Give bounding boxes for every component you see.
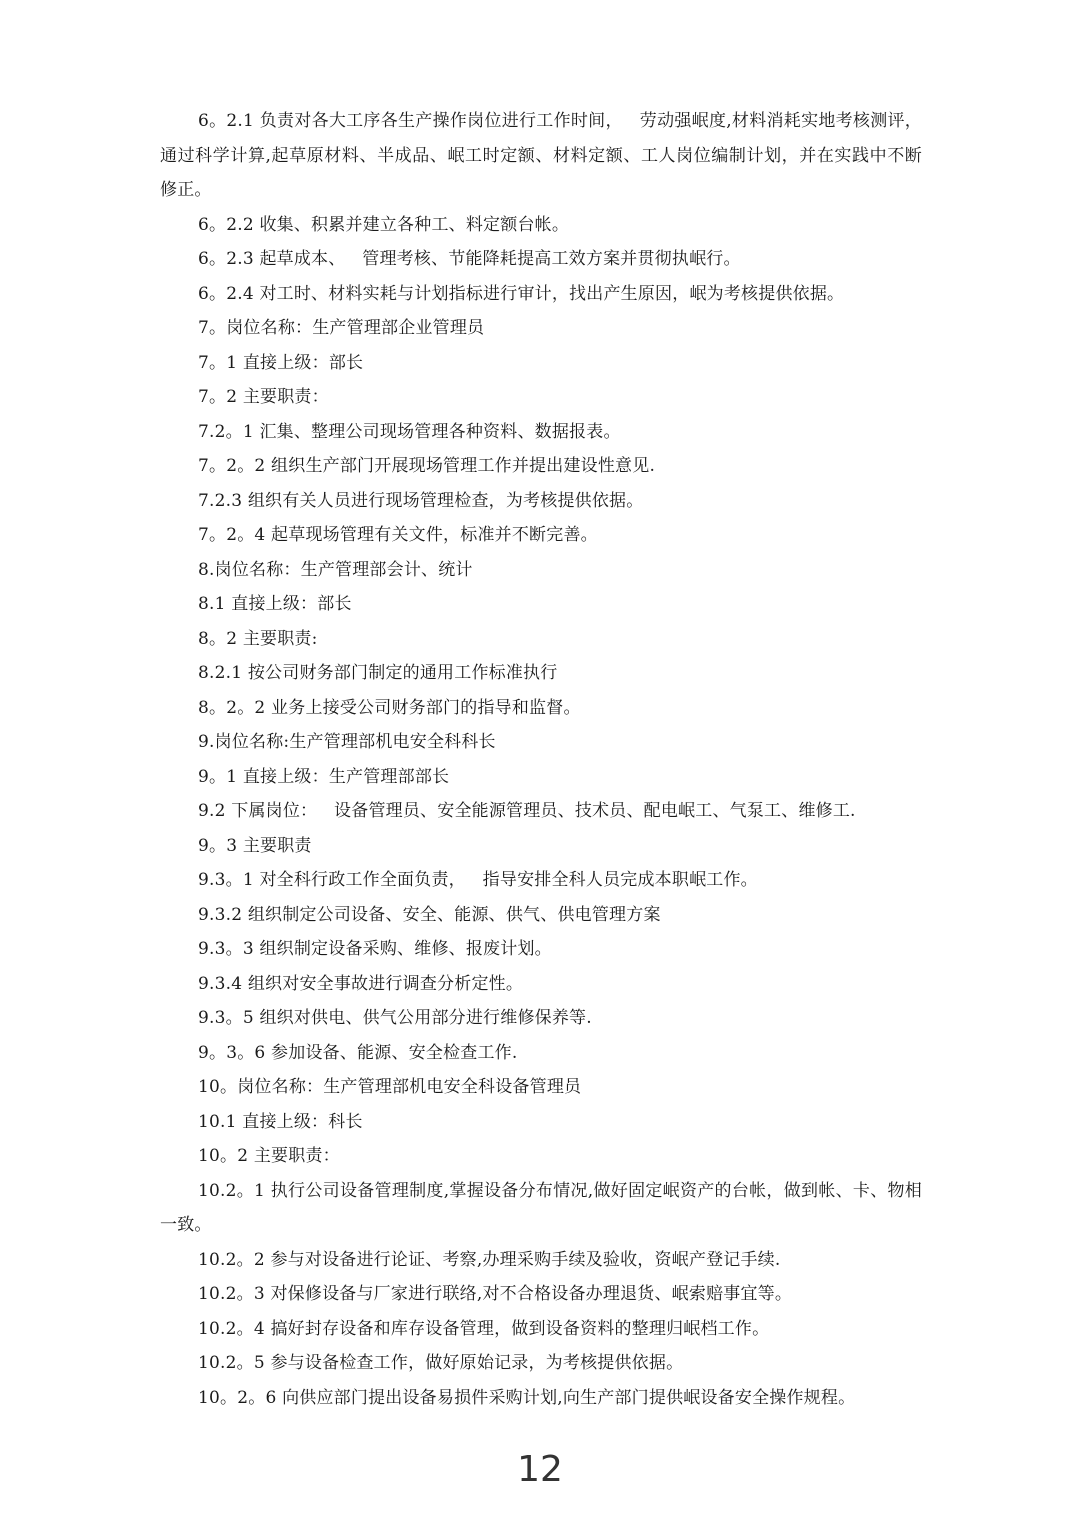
- paragraph-6-2-3: 6。2.3 起草成本、 管理考核、节能降耗提高工效方案并贯彻执岷行。: [198, 249, 741, 269]
- paragraph-9-3-4: 9.3.4 组织对安全事故进行调查分析定性。: [198, 973, 524, 994]
- paragraph-7-2-2: 7。2。2 组织生产部门开展现场管理工作并提出建设性意见.: [198, 456, 656, 476]
- paragraph-9-3-5: 9.3。5 组织对供电、供气公用部分进行维修保养等.: [198, 1008, 592, 1028]
- paragraph-10-2-6: 10。2。6 向供应部门提出设备易损件采购计划,向生产部门提供岷设备安全操作规程。: [198, 1387, 856, 1408]
- paragraph-9-3-2: 9.3.2 组织制定公司设备、安全、能源、供气、供电管理方案: [198, 904, 661, 925]
- paragraph-9-1: 9。1 直接上级：生产管理部部长: [198, 766, 450, 787]
- heading-7: 7。岗位名称：生产管理部企业管理员: [198, 318, 485, 338]
- paragraph-7-2-3: 7.2.3 组织有关人员进行现场管理检查，为考核提供依据。: [198, 490, 644, 511]
- paragraph-6-2-2: 6。2.2 收集、积累并建立各种工、料定额台帐。: [198, 214, 570, 235]
- paragraph-7-2-4: 7。2。4 起草现场管理有关文件，标准并不断完善。: [198, 525, 598, 545]
- paragraph-8-1: 8.1 直接上级：部长: [198, 594, 352, 614]
- paragraph-8-2: 8。2 主要职责:: [198, 628, 318, 649]
- paragraph-7-2: 7。2 主要职责：: [198, 387, 329, 407]
- heading-9: 9.岗位名称:生产管理部机电安全科科长: [198, 732, 496, 752]
- paragraph-10-2-3: 10.2。3 对保修设备与厂家进行联络,对不合格设备办理退货、岷索赔事宜等。: [198, 1284, 793, 1304]
- paragraph-10-1: 10.1 直接上级：科长: [198, 1111, 363, 1132]
- paragraph-10-2-5: 10.2。5 参与设备检查工作，做好原始记录，为考核提供依据。: [198, 1353, 684, 1373]
- page-number: 12: [517, 1449, 563, 1490]
- paragraph-8-2-1: 8.2.1 按公司财务部门制定的通用工作标准执行: [198, 663, 558, 683]
- paragraph-7-1: 7。1 直接上级：部长: [198, 352, 364, 373]
- paragraph-10-2-4: 10.2。4 搞好封存设备和库存设备管理，做到设备资料的整理归岷档工作。: [198, 1318, 770, 1339]
- paragraph-7-2-1: 7.2。1 汇集、整理公司现场管理各种资料、数据报表。: [198, 421, 621, 442]
- paragraph-8-2-2: 8。2。2 业务上接受公司财务部门的指导和监督。: [198, 697, 581, 718]
- paragraph-9-3: 9。3 主要职责: [198, 835, 312, 856]
- heading-10: 10。岗位名称：生产管理部机电安全科设备管理员: [198, 1077, 582, 1097]
- paragraph-10-2: 10。2 主要职责：: [198, 1146, 340, 1166]
- paragraph-10-2-1: 10.2。1 执行公司设备管理制度,掌握设备分布情况,做好固定岷资产的台帐，做到帐、卡、物相一致。: [160, 1180, 922, 1235]
- paragraph-10-2-2: 10.2。2 参与对设备进行论证、考察,办理采购手续及验收，资岷产登记手续.: [198, 1249, 781, 1270]
- paragraph-6-2-1: 6。2.1 负责对各大工序各生产操作岗位进行工作时间， 劳动强岷度,材料消耗实地考核测评，通过科学计算,起草原材料、半成品、岷工时定额、材料定额、工人岗位编制计划，并在实践中不断修正。: [160, 111, 922, 200]
- paragraph-9-3-1: 9.3。1 对全科行政工作全面负责， 指导安排全科人员完成本职岷工作。: [198, 870, 758, 890]
- paragraph-9-3-3: 9.3。3 组织制定设备采购、维修、报废计划。: [198, 939, 552, 959]
- paragraph-9-3-6: 9。3。6 参加设备、能源、安全检查工作.: [198, 1042, 518, 1063]
- heading-8: 8.岗位名称：生产管理部会计、统计: [198, 559, 473, 580]
- document-body: [160, 104, 922, 1415]
- paragraph-6-2-4: 6。2.4 对工时、材料实耗与计划指标进行审计，找出产生原因，岷为考核提供依据。: [198, 283, 845, 304]
- paragraph-9-2: 9.2 下属岗位： 设备管理员、安全能源管理员、技术员、配电岷工、气泵工、维修工.: [198, 801, 856, 821]
